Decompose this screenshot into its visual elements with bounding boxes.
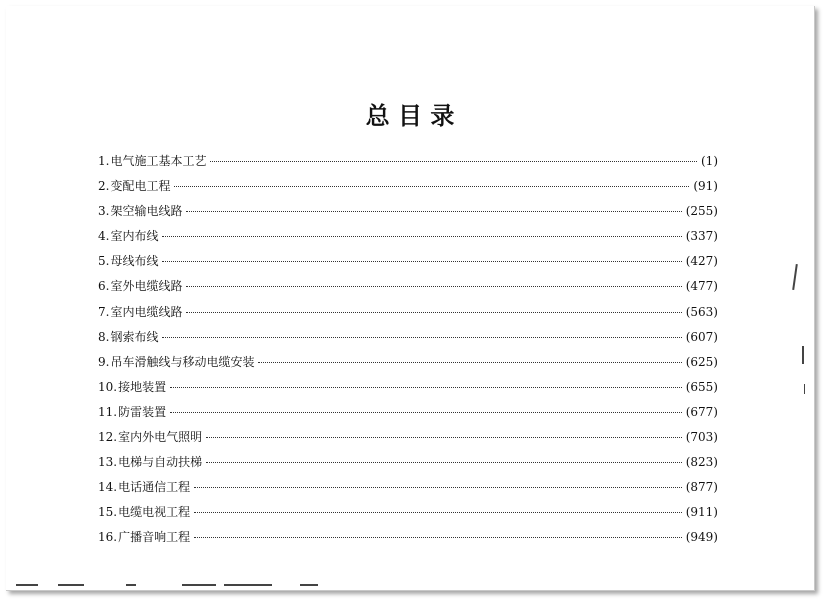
toc-entry — [98, 224, 718, 249]
toc-entry-number: 5. — [98, 254, 110, 269]
toc-entry-page: (427) — [685, 254, 718, 269]
toc-entry-page: (823) — [685, 455, 718, 470]
table-of-contents — [98, 149, 718, 551]
toc-entry — [98, 350, 718, 375]
toc-entry-number: 11. — [98, 404, 118, 419]
toc-entry-title: 吊车滑触线与移动电缆安装 — [110, 354, 255, 369]
scan-mark — [58, 584, 84, 586]
scan-mark — [300, 584, 318, 586]
toc-entry-page: (655) — [685, 379, 718, 394]
toc-entry-number: 8. — [98, 329, 110, 344]
scan-mark — [126, 584, 136, 586]
toc-entry-number: 3. — [98, 204, 110, 219]
dot-leader — [170, 412, 682, 413]
toc-entry — [98, 249, 718, 274]
toc-entry — [98, 475, 718, 500]
toc-entry — [98, 525, 718, 550]
toc-entry-title: 室内外电气照明 — [118, 430, 203, 445]
toc-entry — [98, 450, 718, 475]
toc-entry-title: 变配电工程 — [110, 179, 171, 194]
scan-mark — [224, 584, 272, 586]
toc-entry — [98, 325, 718, 350]
toc-entry-title: 电梯与自动扶梯 — [118, 455, 203, 470]
scan-mark — [804, 384, 805, 394]
toc-entry-number: 9. — [98, 354, 110, 369]
dot-leader — [258, 362, 681, 363]
dot-leader — [194, 512, 682, 513]
toc-entry-page: (563) — [685, 304, 718, 319]
toc-entry-number: 13. — [98, 455, 118, 470]
toc-entry-title: 母线布线 — [110, 254, 159, 269]
dot-leader — [194, 487, 682, 488]
toc-entry-title: 电话通信工程 — [118, 480, 191, 495]
toc-entry-title: 电气施工基本工艺 — [110, 154, 207, 168]
toc-entry — [98, 400, 718, 425]
dot-leader — [170, 387, 682, 388]
toc-entry — [98, 274, 718, 299]
toc-entry-page: (949) — [685, 530, 718, 545]
toc-entry-page: (625) — [685, 354, 718, 369]
toc-entry-number: 2. — [98, 179, 110, 194]
dot-leader — [186, 286, 681, 287]
dot-leader — [174, 186, 689, 187]
dot-leader — [186, 211, 681, 212]
toc-entry — [98, 174, 718, 199]
page-title: 总 目 录 — [365, 102, 455, 130]
toc-entry — [98, 199, 718, 224]
toc-entry-page: (911) — [685, 505, 718, 520]
toc-entry-number: 4. — [98, 229, 110, 244]
toc-entry-page: (877) — [685, 480, 718, 495]
dot-leader — [194, 537, 682, 538]
dot-leader — [186, 312, 681, 313]
toc-entry-title: 室内布线 — [110, 229, 159, 244]
toc-entry-number: 7. — [98, 304, 110, 319]
toc-entry-number: 15. — [98, 505, 118, 520]
scan-mark — [802, 346, 804, 364]
toc-entry-title: 防雷装置 — [118, 404, 167, 419]
toc-entry-page: (607) — [685, 329, 718, 344]
toc-entry — [98, 149, 718, 174]
toc-entry-number: 1. — [98, 154, 110, 168]
toc-entry-number: 12. — [98, 430, 118, 445]
toc-entry-number: 14. — [98, 480, 118, 495]
toc-entry-page: (1) — [701, 154, 718, 168]
toc-entry-title: 电缆电视工程 — [118, 505, 191, 520]
dot-leader — [162, 261, 681, 262]
toc-entry-title: 架空输电线路 — [110, 204, 183, 219]
scan-mark — [792, 264, 798, 290]
toc-entry-number: 10. — [98, 379, 118, 394]
scan-mark — [16, 584, 38, 586]
scan-mark — [182, 584, 216, 586]
dot-leader — [206, 437, 682, 438]
toc-entry-number: 16. — [98, 530, 118, 545]
dot-leader — [210, 161, 697, 162]
toc-entry-page: (91) — [693, 179, 718, 194]
toc-entry-page: (337) — [685, 229, 718, 244]
toc-entry-page: (703) — [685, 430, 718, 445]
dot-leader — [162, 337, 681, 338]
toc-entry-page: (477) — [685, 279, 718, 294]
toc-entry — [98, 300, 718, 325]
toc-entry — [98, 500, 718, 525]
toc-entry — [98, 425, 718, 450]
dot-leader — [162, 236, 681, 237]
toc-entry-number: 6. — [98, 279, 110, 294]
toc-entry-page: (255) — [685, 204, 718, 219]
toc-entry-title: 室内电缆线路 — [110, 304, 183, 319]
toc-entry-title: 广播音响工程 — [118, 530, 191, 545]
toc-entry-title: 钢索布线 — [110, 329, 159, 344]
toc-entry-page: (677) — [685, 404, 718, 419]
toc-entry-title: 室外电缆线路 — [110, 279, 183, 294]
toc-entry-title: 接地装置 — [118, 379, 167, 394]
dot-leader — [206, 462, 682, 463]
toc-entry — [98, 375, 718, 400]
document-page — [6, 6, 815, 591]
